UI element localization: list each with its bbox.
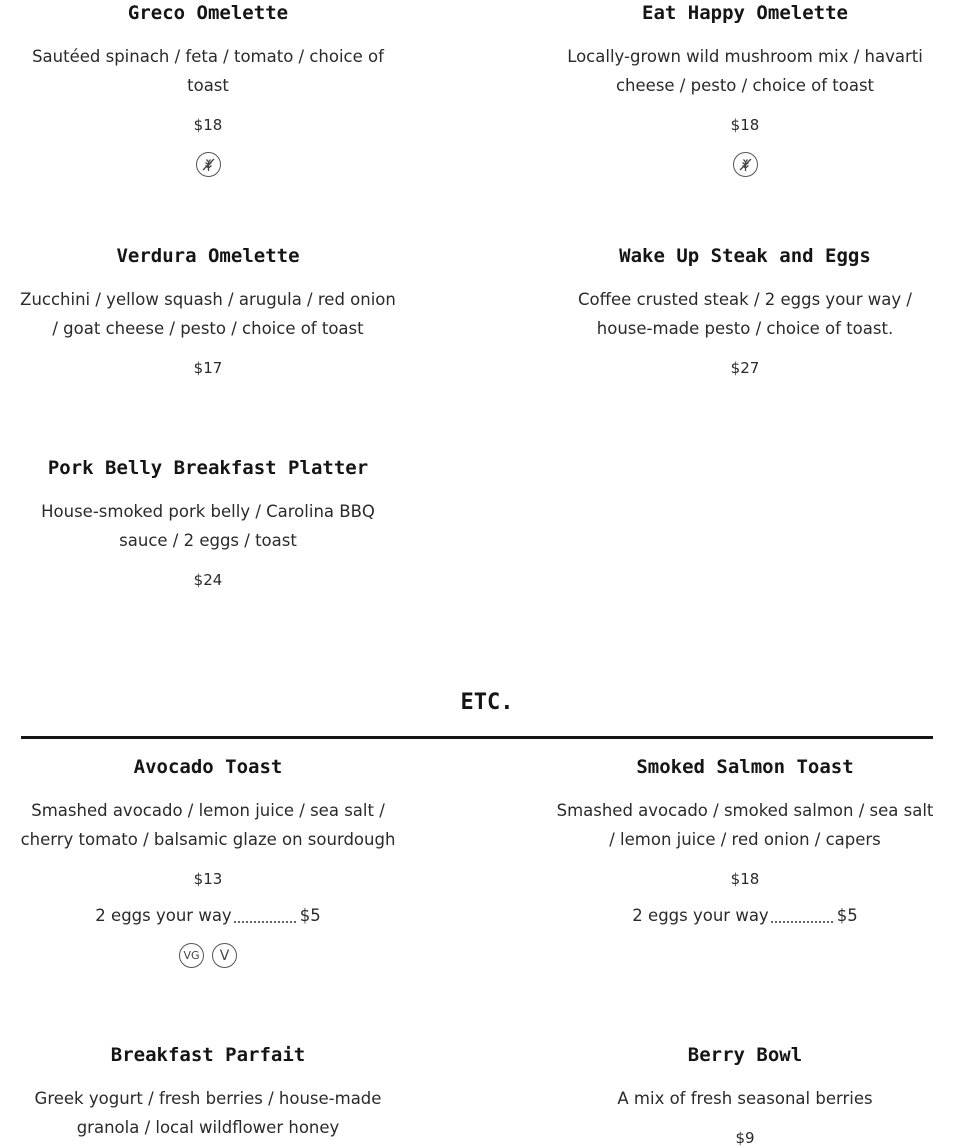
- item-name: Pork Belly Breakfast Platter: [47, 457, 369, 479]
- item-price: $17: [193, 359, 223, 377]
- gluten-free-icon: [196, 152, 221, 177]
- item-description: House-smoked pork belly / Carolina BBQ sauce / 2 eggs / toast: [41, 502, 375, 550]
- item-price: $18: [730, 870, 760, 888]
- menu-item-pork-belly: [18, 457, 398, 589]
- item-name: Breakfast Parfait: [110, 1044, 306, 1066]
- menu-item-avocado-toast: [18, 756, 398, 968]
- item-description: Sautéed spinach / feta / tomato / choice of toast: [32, 47, 384, 95]
- item-name: Greco Omelette: [127, 2, 289, 24]
- menu-item-breakfast-parfait: [18, 1044, 398, 1142]
- item-name: Verdura Omelette: [116, 245, 300, 267]
- gluten-free-icon: [733, 152, 758, 177]
- menu-item-eat-happy: [555, 2, 935, 177]
- item-description: Zucchini / yellow squash / arugula / red onion / goat cheese / pesto / choice of toast: [20, 290, 396, 338]
- item-price: $9: [735, 1129, 755, 1147]
- vegetarian-icon: V: [212, 943, 237, 968]
- menu-item-verdura: [18, 245, 398, 377]
- item-price: $13: [193, 870, 223, 888]
- menu-item-smoked-salmon-toast: [555, 756, 935, 925]
- item-description: Greek yogurt / fresh berries / house-made granola / local wildflower honey: [34, 1089, 382, 1137]
- dot-leader: [234, 911, 296, 923]
- section-divider: [21, 736, 933, 739]
- item-price: $24: [193, 571, 223, 589]
- item-name: Smoked Salmon Toast: [636, 756, 854, 778]
- addon-line: [555, 906, 935, 925]
- item-description: Locally-grown wild mushroom mix / havarti cheese / pesto / choice of toast: [567, 47, 923, 95]
- vegan-icon: VG: [179, 943, 204, 968]
- addon-price: $5: [836, 906, 858, 925]
- section-title-etc: ETC.: [460, 690, 514, 715]
- item-description: Smashed avocado / smoked salmon / sea salt / lemon juice / red onion / capers: [556, 801, 934, 849]
- item-description: Coffee crusted steak / 2 eggs your way / house-made pesto / choice of toast.: [578, 290, 912, 338]
- item-description: Smashed avocado / lemon juice / sea salt / cherry tomato / balsamic glaze on sourdough: [20, 801, 396, 849]
- addon-line: [18, 906, 398, 925]
- item-name: Eat Happy Omelette: [642, 2, 848, 24]
- addon-price: $5: [299, 906, 321, 925]
- item-price: $18: [193, 116, 223, 134]
- item-name: Avocado Toast: [133, 756, 283, 778]
- item-name: Berry Bowl: [687, 1044, 803, 1066]
- addon-label: 2 eggs your way: [632, 906, 769, 925]
- item-price: $18: [730, 116, 760, 134]
- addon-label: 2 eggs your way: [95, 906, 232, 925]
- menu-item-steak-eggs: [555, 245, 935, 377]
- menu-item-greco: [18, 2, 398, 177]
- item-description: A mix of fresh seasonal berries: [617, 1089, 873, 1108]
- menu-item-berry-bowl: [555, 1044, 935, 1147]
- item-price: $27: [730, 359, 760, 377]
- item-name: Wake Up Steak and Eggs: [619, 245, 871, 267]
- dot-leader: [771, 911, 833, 923]
